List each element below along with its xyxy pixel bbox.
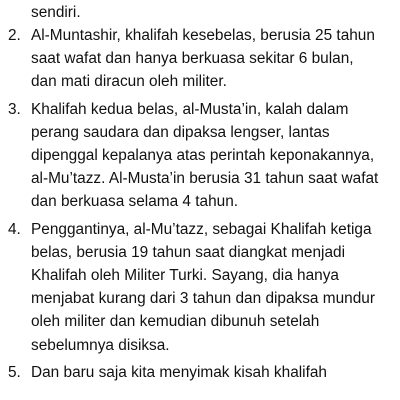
list-item bbox=[0, 361, 390, 384]
intro-paragraph bbox=[31, 1, 386, 24]
text-line: saat wafat dan hanya berkuasa sekitar 6 bulan, bbox=[31, 50, 354, 68]
text-line: al-Mu’tazz. Al-Musta’in berusia 31 tahun saat wafat bbox=[31, 170, 379, 188]
list-item bbox=[0, 24, 390, 94]
list-item-number: 2. bbox=[8, 27, 21, 44]
text-line: Khalifah oleh Militer Turki. Sayang, dia hanya bbox=[31, 267, 339, 285]
list-item-number: 3. bbox=[8, 100, 21, 118]
text-line: dan mati diracun oleh militer. bbox=[31, 73, 227, 91]
text-line: belas, berusia 19 tahun saat diangkat menjadi bbox=[31, 243, 346, 261]
text-line: Al-Muntashir, khalifah kesebelas, berusia 25 tahun bbox=[31, 27, 375, 44]
text-line: sendiri. bbox=[31, 4, 81, 21]
list-item bbox=[0, 98, 390, 214]
text-line: menjabat kurang dari 3 tahun dan dipaksa mundur bbox=[31, 290, 375, 308]
text-line: Dan baru saja kita menyimak kisah khalifah bbox=[31, 363, 327, 381]
text-line: perang saudara dan dipaksa lengser, lantas bbox=[31, 123, 330, 141]
numbered-list bbox=[0, 24, 400, 388]
text-line: dipenggal kepalanya atas perintah keponakannya, bbox=[31, 147, 375, 165]
text-line: dan berkuasa selama 4 tahun. bbox=[31, 193, 239, 211]
text-line: oleh militer dan kemudian dibunuh setelah bbox=[31, 313, 320, 331]
list-item-number: 4. bbox=[8, 220, 21, 238]
list-item bbox=[0, 218, 390, 357]
list-item-number: 5. bbox=[8, 363, 21, 381]
text-line: sebelumnya disiksa. bbox=[31, 336, 170, 354]
text-line: Penggantinya, al-Mu’tazz, sebagai Khalifah ketiga bbox=[31, 220, 372, 238]
text-line: Khalifah kedua belas, al-Musta’in, kalah dalam bbox=[31, 100, 349, 118]
